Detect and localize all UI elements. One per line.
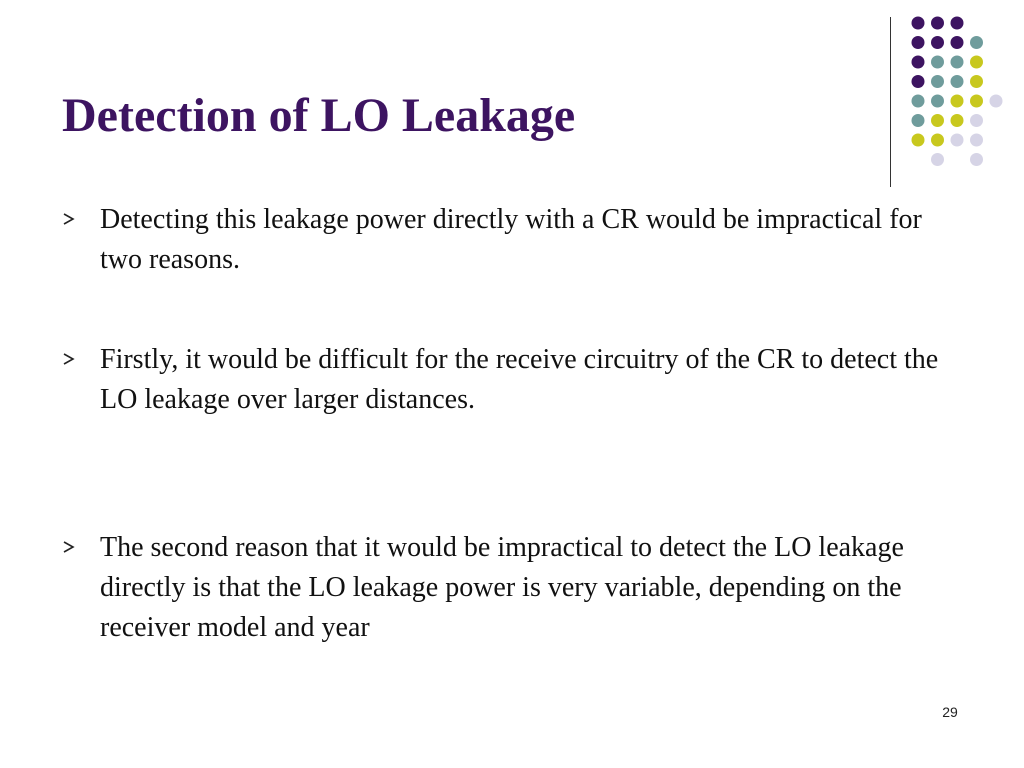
chevron-right-icon	[62, 212, 76, 226]
decor-dot	[951, 114, 964, 127]
decor-dot	[912, 114, 925, 127]
decor-dot	[951, 95, 964, 108]
decor-dot	[931, 17, 944, 30]
decor-dot	[951, 56, 964, 69]
decor-dot	[912, 56, 925, 69]
divider-line	[890, 17, 891, 187]
decor-dot	[912, 17, 925, 30]
decor-dot	[990, 95, 1003, 108]
decor-dot	[970, 36, 983, 49]
bullet-text: Detecting this leakage power directly with a CR would be impractical for two reasons.	[100, 204, 922, 275]
decor-dot	[931, 36, 944, 49]
decor-dot	[951, 36, 964, 49]
decor-dot	[912, 134, 925, 147]
decor-dot	[931, 134, 944, 147]
chevron-right-icon	[62, 540, 76, 554]
decor-dot	[912, 95, 925, 108]
bullet-text: The second reason that it would be impractical to detect the LO leakage directly is that the LO leakage power is very variable, depending on the receiver model and year	[100, 532, 904, 643]
decor-dot	[970, 56, 983, 69]
decor-dot	[970, 134, 983, 147]
decor-dot	[931, 153, 944, 166]
decor-dot	[951, 75, 964, 88]
decor-dot	[912, 75, 925, 88]
decor-dot	[931, 75, 944, 88]
slide-title: Detection of LO Leakage	[62, 89, 576, 142]
decor-dot	[951, 17, 964, 30]
decor-dot	[931, 114, 944, 127]
decor-dot	[970, 75, 983, 88]
decor-dot	[912, 36, 925, 49]
decor-dot	[931, 56, 944, 69]
decor-dot	[951, 134, 964, 147]
page-number: 29	[942, 704, 958, 720]
bullet-text: Firstly, it would be difficult for the receive circuitry of the CR to detect the LO leakage over larger distances.	[100, 344, 939, 415]
chevron-right-icon	[62, 352, 76, 366]
decor-dot	[970, 114, 983, 127]
decor-dot	[970, 95, 983, 108]
decor-dot	[931, 95, 944, 108]
decor-dot	[970, 153, 983, 166]
